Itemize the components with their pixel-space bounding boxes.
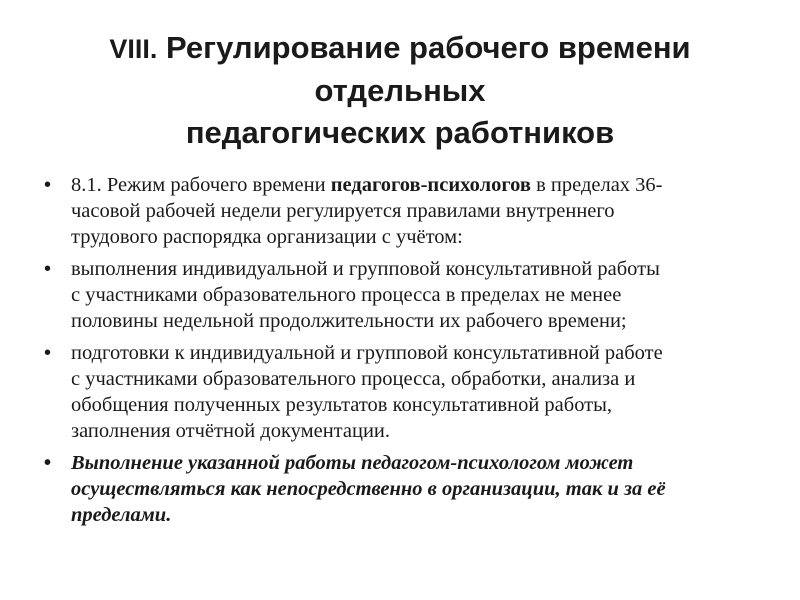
title-line-2: отдельных (314, 73, 486, 108)
item-4-line-3: пределами. (71, 504, 172, 526)
item-4-line-2: осуществляться как непосредственно в организации, так и за её (71, 478, 666, 500)
item-2-line-3: половины недельной продолжительности их рабочего времени; (71, 310, 627, 332)
list-item (44, 340, 734, 444)
bullet-list (44, 172, 734, 534)
item-4-line-1: Выполнение указанной работы педагогом-психологом может (71, 452, 634, 474)
item-3-line-2: с участниками образовательного процесса, обработки, анализа и (71, 368, 636, 390)
bullet-icon: • (44, 452, 52, 474)
bullet-icon: • (44, 174, 52, 196)
list-item (44, 172, 734, 250)
item-1-keyword: педагогов-психологов (330, 174, 531, 196)
list-item (44, 450, 734, 528)
item-1-line-1-pre: 8.1. Режим рабочего времени (71, 174, 331, 196)
item-3-line-1: подготовки к индивидуальной и групповой консультативной работе (71, 342, 663, 364)
item-1-line-1-post: в пределах 36- (530, 174, 663, 196)
bullet-icon: • (44, 342, 52, 364)
item-3-line-4: заполнения отчётной документации. (71, 420, 391, 442)
slide-title (0, 27, 800, 154)
item-1-line-2: часовой рабочей недели регулируется правилами внутреннего (71, 200, 615, 222)
section-number: VIII. (109, 34, 158, 64)
list-item (44, 256, 734, 334)
item-3-line-3: обобщения полученных результатов консультативной работы, (71, 394, 613, 416)
bullet-icon: • (44, 258, 52, 280)
title-line-3: педагогических работников (185, 115, 615, 150)
item-2-line-2: с участниками образовательного процесса в пределах не менее (71, 284, 622, 306)
item-1-line-3: трудового распорядка организации с учётом: (71, 226, 463, 248)
title-line-1-text: Регулирование рабочего времени (166, 30, 691, 65)
item-1-line-1 (71, 172, 734, 198)
title-line-1 (0, 27, 800, 70)
item-2-line-1: выполнения индивидуальной и групповой консультативной работы (71, 258, 660, 280)
